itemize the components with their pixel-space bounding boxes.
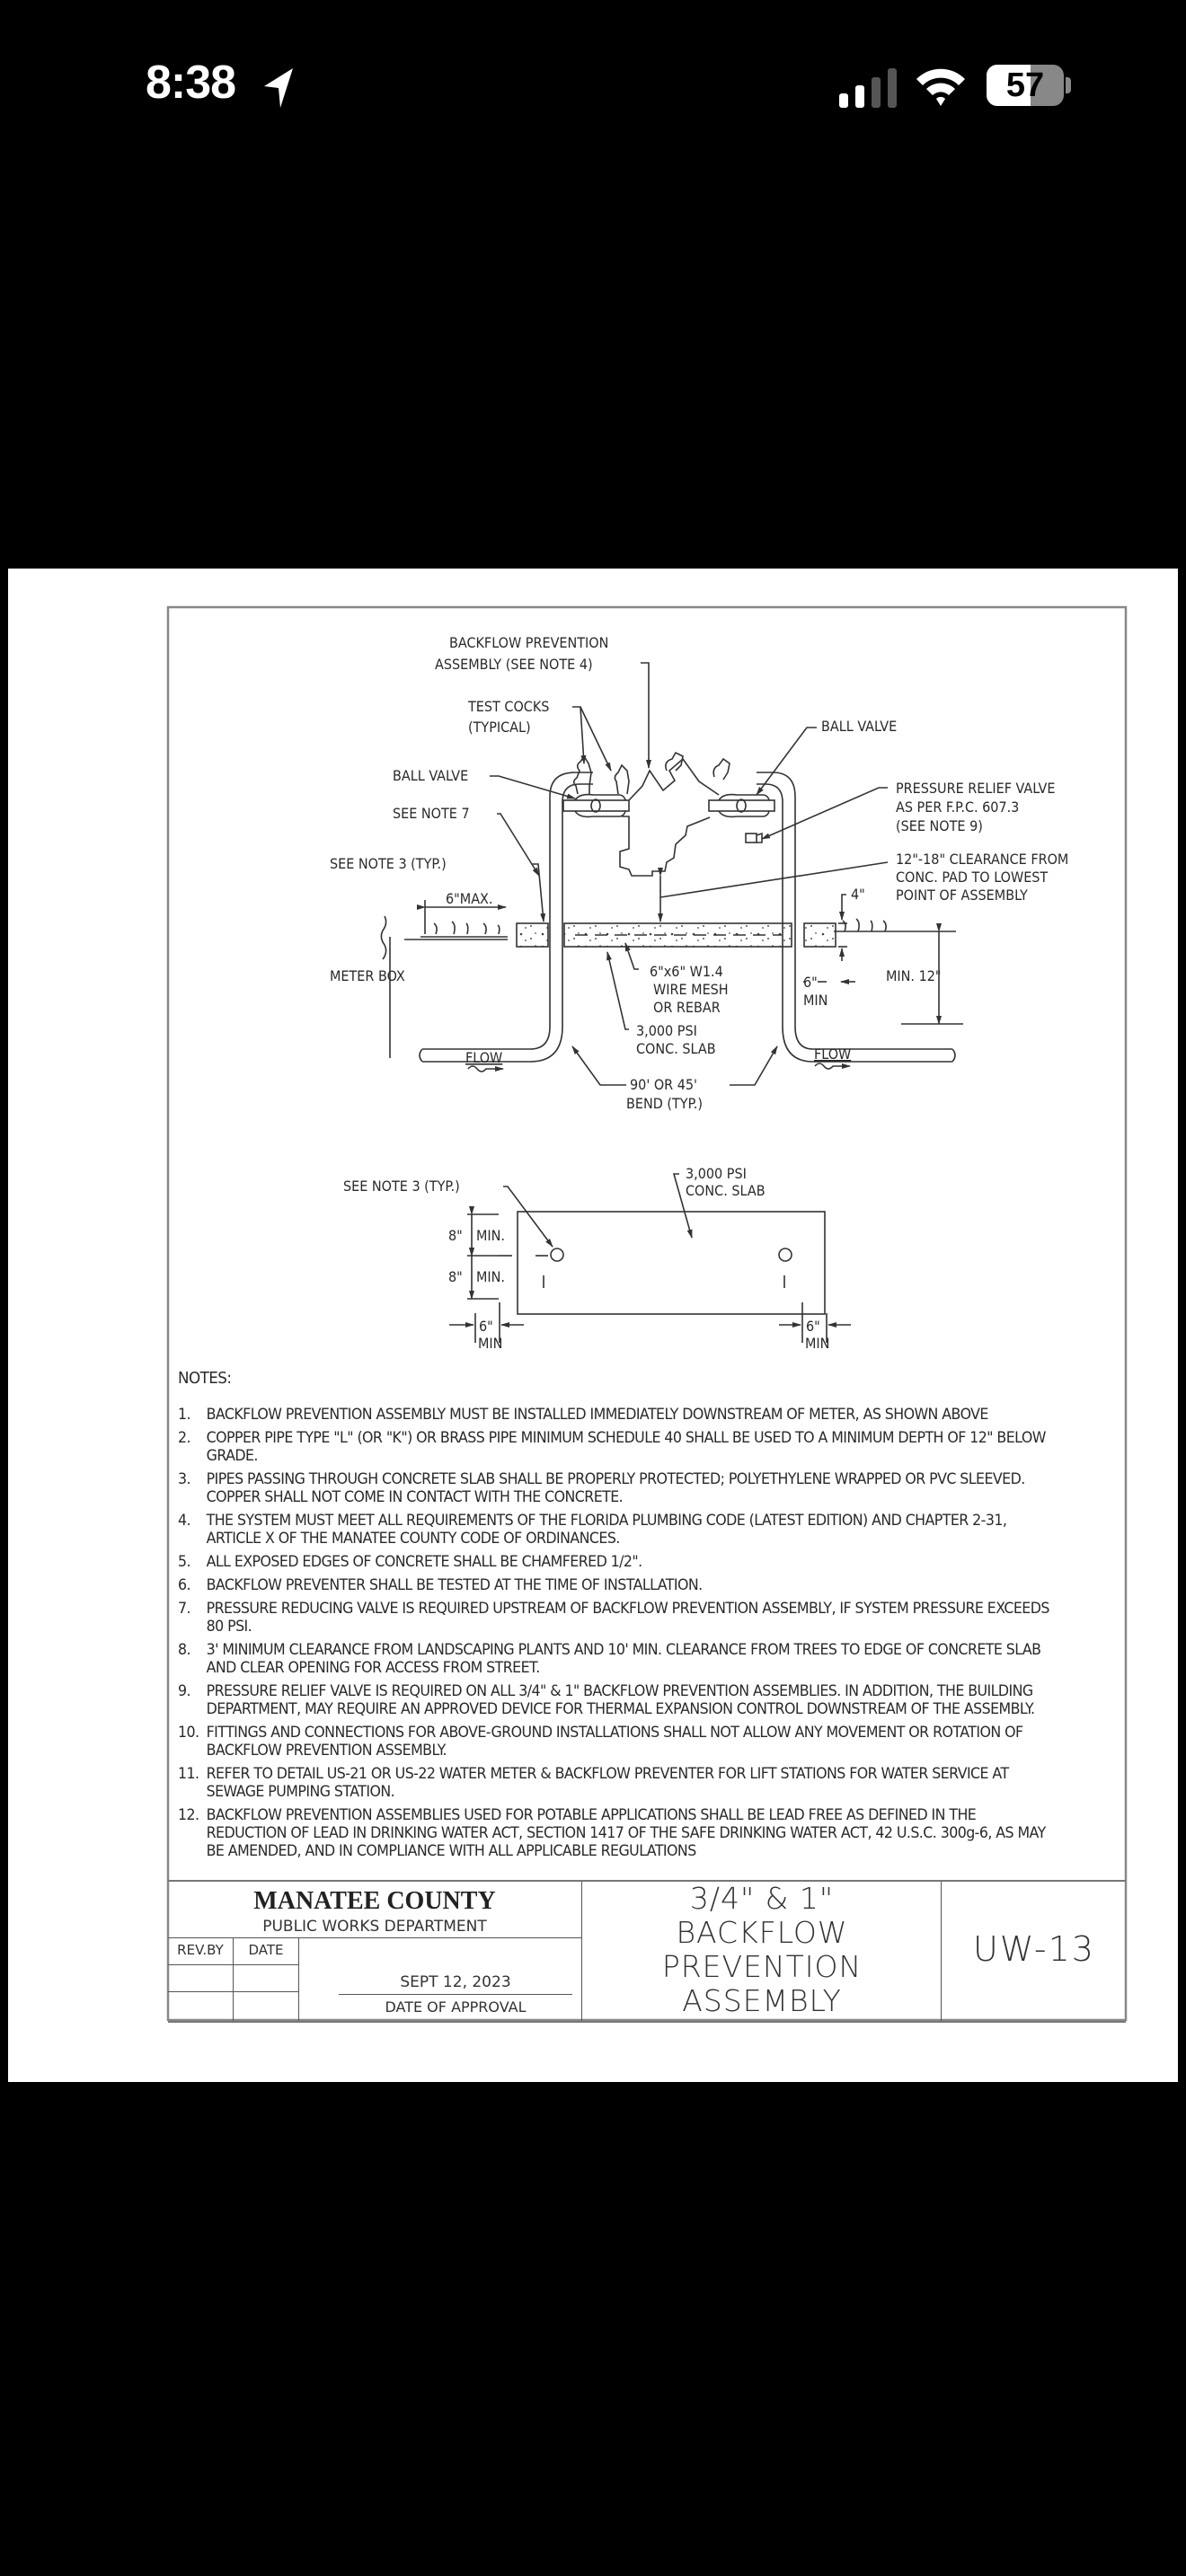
note-item: 2. COPPER PIPE TYPE "L" (OR "K") OR BRASS PIPE MINIMUM SCHEDULE 40 SHALL BE USED TO A MINIMUM DEPTH OF 12" BELOW GRADE. <box>178 1429 1046 1465</box>
label-flow-right: FLOW <box>814 1045 852 1063</box>
label-see-note-7: SEE NOTE 7 <box>393 805 470 822</box>
notes-section <box>178 1370 1056 1866</box>
wifi-icon <box>915 65 967 108</box>
plan-label-min-a: MIN. <box>476 1227 505 1244</box>
rev-cell <box>234 1965 299 1992</box>
note-item: 8. 3' MINIMUM CLEARANCE FROM LANDSCAPING PLANTS AND 10' MIN. CLEARANCE FROM TREES TO EDGE OF CONCRETE SLAB AND CLEAR OPENING FOR ACCESS FROM STREET. <box>178 1641 1041 1677</box>
approval-label: DATE OF APPROVAL <box>385 1998 527 2016</box>
plan-label-8b: 8" <box>448 1268 463 1285</box>
county-name: MANATEE COUNTY <box>253 1887 496 1915</box>
label-mesh-3: OR REBAR <box>653 999 721 1016</box>
note-item: 3. PIPES PASSING THROUGH CONCRETE SLAB SHALL BE PROPERLY PROTECTED; POLYETHYLENE WRAPPED OR PVC SLEEVED. COPPER SHALL NOT COME IN CONTACT WITH THE CONCRETE. <box>178 1470 1025 1506</box>
rev-cell <box>168 1992 234 2021</box>
status-time: 8:38 <box>146 57 236 109</box>
label-prv-3: (SEE NOTE 9) <box>896 817 983 834</box>
label-prv-1: PRESSURE RELIEF VALVE <box>896 780 1056 797</box>
drawing-title-line2: BACKFLOW <box>676 1915 848 1950</box>
label-assembly-2: ASSEMBLY (SEE NOTE 4) <box>435 656 593 673</box>
drawing-number: UW-13 <box>973 1929 1095 1969</box>
drawing-title <box>583 1882 942 2021</box>
revision-table <box>168 1937 303 2021</box>
label-four-in: 4" <box>851 886 865 903</box>
label-six-max: 6"MAX. <box>446 890 493 907</box>
label-mesh-2: WIRE MESH <box>653 981 729 998</box>
title-block <box>168 1880 1126 2023</box>
plan-label-min-b: MIN. <box>476 1268 505 1285</box>
rev-cell <box>168 1965 234 1992</box>
drawing-title-line1: 3/4" & 1" <box>689 1881 835 1916</box>
label-assembly: BACKFLOW PREVENTION <box>449 634 609 651</box>
note-item: 7. PRESSURE REDUCING VALVE IS REQUIRED UPSTREAM OF BACKFLOW PREVENTION ASSEMBLY, IF SYSTEM PRESSURE EXCEEDS 80 PSI. <box>178 1600 1049 1636</box>
status-bar <box>0 0 1186 180</box>
label-clearance-1: 12"-18" CLEARANCE FROM <box>896 851 1069 868</box>
plan-label-6-right: 6" <box>806 1318 820 1335</box>
plan-label-min-left: MIN <box>478 1335 503 1352</box>
note-item: 1. BACKFLOW PREVENTION ASSEMBLY MUST BE INSTALLED IMMEDIATELY DOWNSTREAM OF METER, AS SHOWN ABOVE <box>178 1406 988 1424</box>
document-page <box>8 569 1178 2082</box>
plan-label-slab-1: 3,000 PSI <box>686 1165 747 1182</box>
drawing-title-line4: ASSEMBLY <box>682 1983 842 2018</box>
label-prv-2: AS PER F.P.C. 607.3 <box>896 798 1020 816</box>
note-item: 5. ALL EXPOSED EDGES OF CONCRETE SHALL BE CHAMFERED 1/2". <box>178 1553 642 1571</box>
rev-cell <box>234 1992 299 2021</box>
label-bend-2: BEND (TYP.) <box>626 1095 703 1112</box>
battery-icon <box>987 65 1073 108</box>
label-clearance-3: POINT OF ASSEMBLY <box>896 887 1028 904</box>
label-test-cocks: TEST COCKS <box>468 698 550 715</box>
notes-title: NOTES: <box>178 1369 232 1388</box>
plan-label-6-left: 6" <box>479 1318 493 1335</box>
plan-label-8a: 8" <box>448 1227 463 1244</box>
location-arrow-icon <box>261 66 296 110</box>
label-ball-valve-left: BALL VALVE <box>393 767 469 784</box>
label-see-note-3: SEE NOTE 3 (TYP.) <box>330 855 447 872</box>
drawing-title-line3: PREVENTION <box>661 1949 863 1984</box>
plan-label-min-right: MIN <box>805 1335 830 1352</box>
label-slab-1: 3,000 PSI <box>636 1022 697 1039</box>
label-clearance-2: CONC. PAD TO LOWEST <box>896 869 1049 886</box>
approval-cell <box>339 1973 572 2016</box>
label-mesh-1: 6"x6" W1.4 <box>650 963 723 980</box>
approval-date: SEPT 12, 2023 <box>339 1973 572 1995</box>
label-six-min: 6" <box>803 974 818 991</box>
cellular-signal-icon <box>839 68 902 108</box>
label-ball-valve-right: BALL VALVE <box>821 718 898 735</box>
label-flow-left: FLOW <box>465 1049 503 1066</box>
note-item: 11. REFER TO DETAIL US-21 OR US-22 WATER METER & BACKFLOW PREVENTER FOR LIFT STATIONS FOR WATER SERVICE AT SEWAGE PUMPING STATION. <box>178 1765 1009 1801</box>
county-cell <box>168 1882 582 1938</box>
department-name: PUBLIC WORKS DEPARTMENT <box>262 1918 487 1936</box>
label-meter-box: METER BOX <box>330 967 405 984</box>
note-item: 6. BACKFLOW PREVENTER SHALL BE TESTED AT THE TIME OF INSTALLATION. <box>178 1576 703 1594</box>
note-item: 10. FITTINGS AND CONNECTIONS FOR ABOVE-GROUND INSTALLATIONS SHALL NOT ALLOW ANY MOVEMENT OR ROTATION OF BACKFLOW PREVENTION ASSEMBLY. <box>178 1724 1023 1760</box>
note-item: 4. THE SYSTEM MUST MEET ALL REQUIREMENTS OF THE FLORIDA PLUMBING CODE (LATEST EDITION) AND CHAPTER 2-31, ARTICLE X OF THE MANATEE COUNTY CODE OF ORDINANCES. <box>178 1512 1007 1548</box>
revision-cell <box>168 1937 582 2021</box>
label-six-min-2: MIN <box>803 992 828 1009</box>
note-item: 12. BACKFLOW PREVENTION ASSEMBLIES USED FOR POTABLE APPLICATIONS SHALL BE LEAD FREE AS DEFINED IN THE REDUCTION OF LEAD IN DRINKING WATER ACT, SECTION 1417 OF THE SAFE DRINKING WATER ACT, 42 U.S.C. 300g-6, AS MAY BE AMENDED, AND IN COMPLIANCE WITH ALL APPLICABLE REGULATIONS <box>178 1806 1046 1860</box>
plan-label-slab-2: CONC. SLAB <box>686 1182 766 1199</box>
label-slab-2: CONC. SLAB <box>636 1040 716 1057</box>
label-min-12: MIN. 12" <box>886 967 942 984</box>
note-item: 9. PRESSURE RELIEF VALVE IS REQUIRED ON ALL 3/4" & 1" BACKFLOW PREVENTION ASSEMBLIES. IN ADDITION, THE BUILDING DEPARTMENT, MAY REQUIRE AN APPROVED DEVICE FOR THERMAL EXPANSION CONTROL DOWNSTREAM OF THE ASSEMBLY. <box>178 1682 1035 1718</box>
label-test-cocks-2: (TYPICAL) <box>468 719 531 736</box>
rev-by-header: REV.BY <box>168 1937 234 1965</box>
date-header: DATE <box>234 1937 299 1965</box>
label-bend-1: 90' OR 45' <box>630 1076 697 1093</box>
plan-label-see-note-3: SEE NOTE 3 (TYP.) <box>343 1178 460 1195</box>
battery-level: 57 <box>1005 66 1045 104</box>
